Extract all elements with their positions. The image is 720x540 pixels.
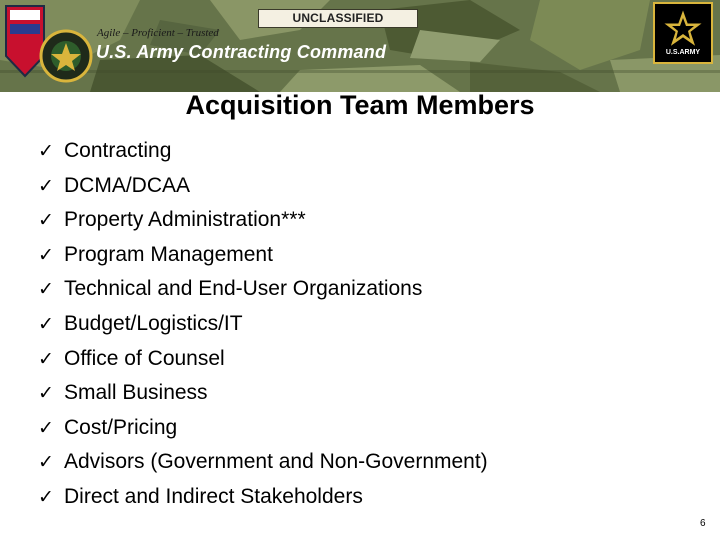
check-icon: ✓ (38, 452, 54, 474)
slide-title: Acquisition Team Members (185, 90, 535, 120)
list-item: ✓ Cost/Pricing (38, 414, 488, 449)
check-icon: ✓ (38, 244, 54, 266)
list-item: ✓ Budget/Logistics/IT (38, 310, 488, 345)
check-icon: ✓ (38, 210, 54, 232)
classification-banner: UNCLASSIFIED (258, 9, 418, 28)
army-logo-text: U.S.ARMY (665, 49, 701, 56)
check-icon: ✓ (38, 175, 54, 197)
list-item: ✓ Office of Counsel (38, 345, 488, 380)
check-icon: ✓ (38, 141, 54, 162)
list-item: ✓ Property Administration*** (38, 206, 488, 241)
team-member-list (38, 137, 488, 518)
list-item: ✓ DCMA/DCAA (38, 172, 488, 207)
list-item: ✓ Program Management (38, 241, 488, 276)
check-icon: ✓ (38, 348, 54, 370)
list-item: ✓ Small Business (38, 379, 488, 414)
command-emblem (0, 0, 95, 92)
tagline: Agile – Proficient – Trusted (97, 27, 219, 39)
check-icon: ✓ (38, 417, 54, 439)
check-icon: ✓ (38, 279, 54, 301)
page-number: 6 (700, 518, 706, 529)
check-icon: ✓ (38, 313, 54, 335)
star-icon (661, 7, 705, 49)
army-star-logo (653, 2, 713, 64)
header-banner (0, 0, 720, 92)
list-item: ✓ Contracting (38, 137, 488, 172)
organization-name: U.S. Army Contracting Command (96, 42, 387, 62)
list-item: ✓ Advisors (Government and Non-Government) (38, 448, 488, 483)
check-icon: ✓ (38, 486, 54, 508)
list-item: ✓ Technical and End-User Organizations (38, 275, 488, 310)
list-item: ✓ Direct and Indirect Stakeholders (38, 483, 488, 518)
check-icon: ✓ (38, 383, 54, 405)
